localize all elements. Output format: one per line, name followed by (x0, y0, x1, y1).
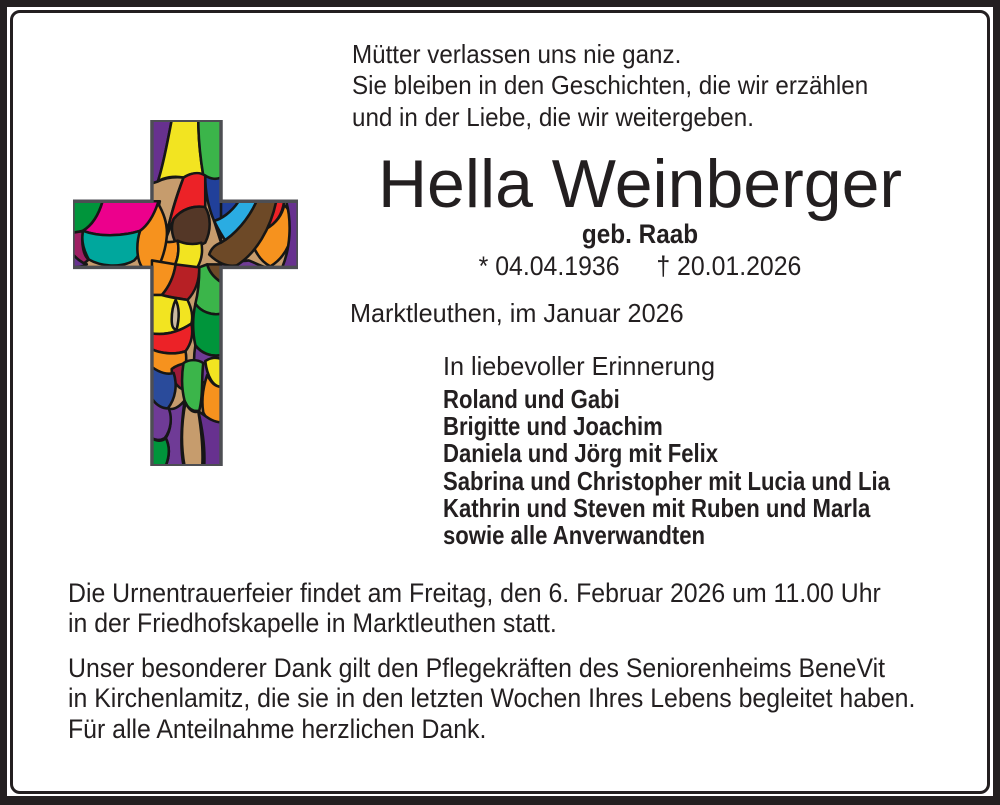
stained-glass-cross-image (73, 120, 298, 466)
birth-name: geb. Raab (581, 219, 699, 249)
mourner-line: sowie alle Anverwandten (443, 520, 706, 551)
thanks-condolences (68, 714, 486, 744)
thanks-caregivers (68, 653, 915, 713)
mourner-line: Daniela und Jörg mit Felix (443, 438, 719, 469)
thanks-line: in Kirchenlamitz, die sie in den letzten Wochen Ihres Lebens begleitet haben. (68, 683, 916, 713)
place-date-line: Marktleuthen, im Januar 2026 (350, 298, 684, 328)
service-line: Die Urnentrauerfeier findet am Freitag, den 6. Februar 2026 um 11.00 Uhr (68, 578, 881, 608)
death-date: † 20.01.2026 (656, 251, 802, 281)
service-line: in der Friedhofskapelle in Marktleuthen statt. (68, 608, 557, 638)
thanks-line: Für alle Anteilnahme herzlichen Dank. (68, 714, 487, 744)
deceased-name: Hella Weinberger (377, 146, 903, 222)
birth-date: * 04.04.1936 (478, 251, 620, 281)
opening-quote (352, 39, 868, 133)
thanks-line: Unser besonderer Dank gilt den Pflegekräften des Seniorenheims BeneVit (68, 653, 886, 683)
mourner-line: Roland und Gabi (443, 384, 620, 414)
quote-line: Mütter verlassen uns nie ganz. (352, 39, 682, 69)
mourners-list (443, 386, 890, 549)
mourner-line: Brigitte und Joachim (443, 411, 663, 442)
service-announcement (68, 578, 881, 638)
remembrance-heading: In liebevoller Erinnerung (443, 351, 715, 381)
life-dates (318, 253, 962, 280)
quote-line: Sie bleiben in den Geschichten, die wir erzählen (352, 70, 869, 101)
mourner-line: Kathrin und Steven mit Ruben und Marla (443, 492, 871, 523)
cross-svg (73, 120, 298, 466)
mourner-line: Sabrina und Christopher mit Lucia und Lia (443, 465, 890, 496)
quote-line: und in der Liebe, die wir weitergeben. (352, 101, 754, 132)
